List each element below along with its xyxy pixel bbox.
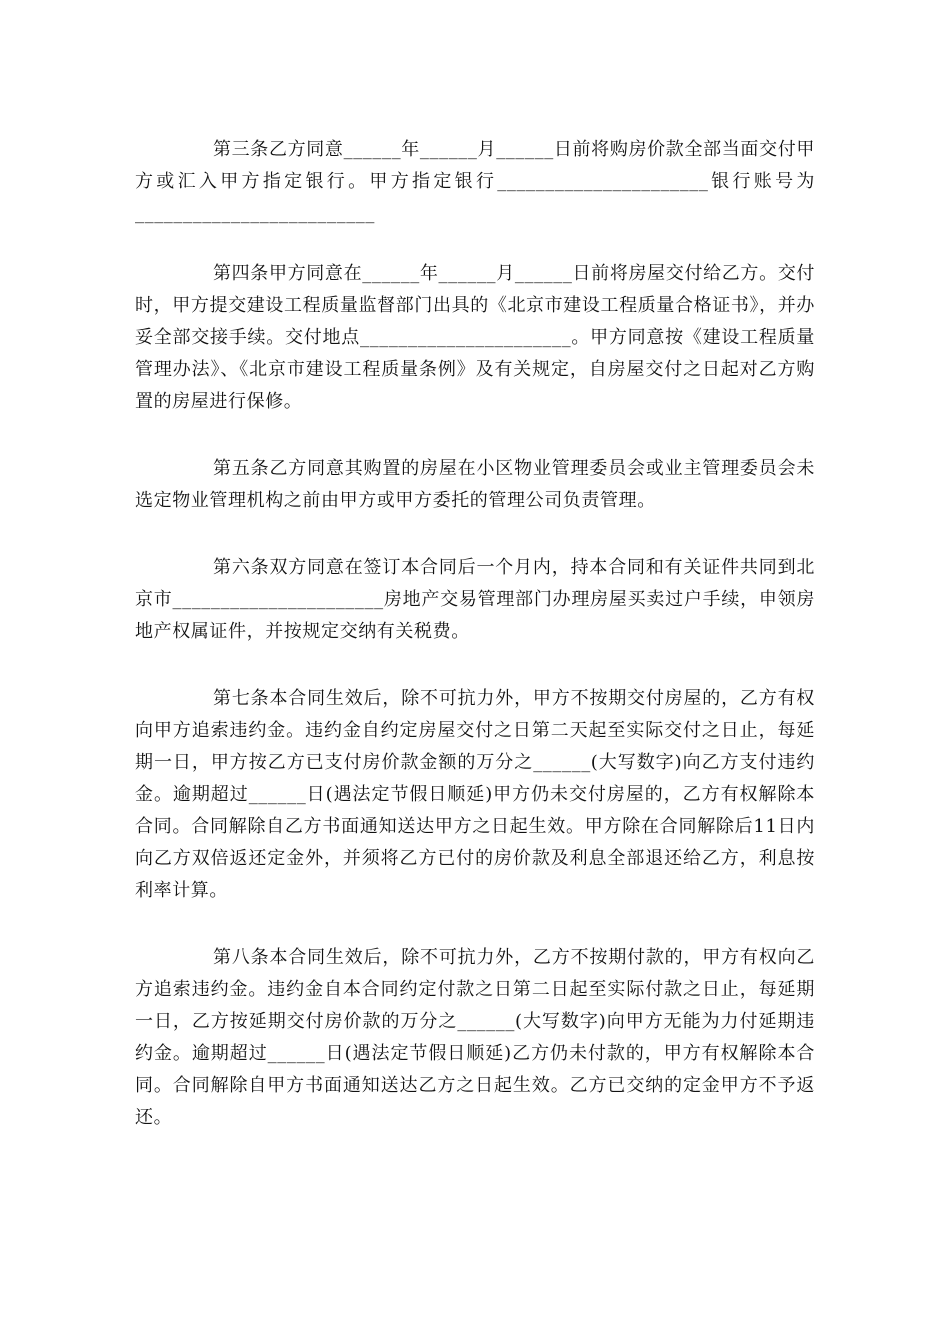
clause-article-8: 第八条本合同生效后，除不可抗力外，乙方不按期付款的，甲方有权向乙方追索违约金。违约金自本合同约定付款之日第二日起至实际付款之日止，每延期一日，乙方按延期交付房价款的万分之______(大写数字)向甲方无能为力付延期违约金。逾期超过______日(遇法定节假日顺延)乙方仍未付款的，甲方有权解除本合同。合同解除自甲方书面通知送达乙方之日起生效。乙方已交纳的定金甲方不予返还。 [135, 947, 815, 1128]
clause-article-4: 第四条甲方同意在______年______月______日前将房屋交付给乙方。交付时，甲方提交建设工程质量监督部门出具的《北京市建设工程质量合格证书》，并办妥全部交接手续。交付地点______________________。甲方同意按《建设工程质量管理办法》、《北京市建设工程质量条例》及有关规定，自房屋交付之日起对乙方购置的房屋进行保修。 [135, 263, 815, 412]
contract-page [135, 134, 815, 1169]
clause-article-6: 第六条双方同意在签订本合同后一个月内，持本合同和有关证件共同到北京市______________________房地产交易管理部门办理房屋买卖过户手续，申领房地产权属证件，并按规定交纳有关税费。 [135, 557, 815, 642]
clause-article-7: 第七条本合同生效后，除不可抗力外，甲方不按期交付房屋的，乙方有权向甲方追索违约金。违约金自约定房屋交付之日第二天起至实际交付之日止，每延期一日，甲方按乙方已支付房价款金额的万分之______(大写数字)向乙方支付违约金。逾期超过______日(遇法定节假日顺延)甲方仍未交付房屋的，乙方有权解除本合同。合同解除自乙方书面通知送达甲方之日起生效。甲方除在合同解除后11日内向乙方双倍返还定金外，并须将乙方已付的房价款及利息全部退还给乙方，利息按利率计算。 [135, 688, 815, 901]
clause-article-5: 第五条乙方同意其购置的房屋在小区物业管理委员会或业主管理委员会未选定物业管理机构之前由甲方或甲方委托的管理公司负责管理。 [135, 458, 815, 511]
clause-article-3: 第三条乙方同意______年______月______日前将购房价款全部当面交付甲方或汇入甲方指定银行。甲方指定银行______________________银行账号为_________________________ [135, 139, 815, 224]
